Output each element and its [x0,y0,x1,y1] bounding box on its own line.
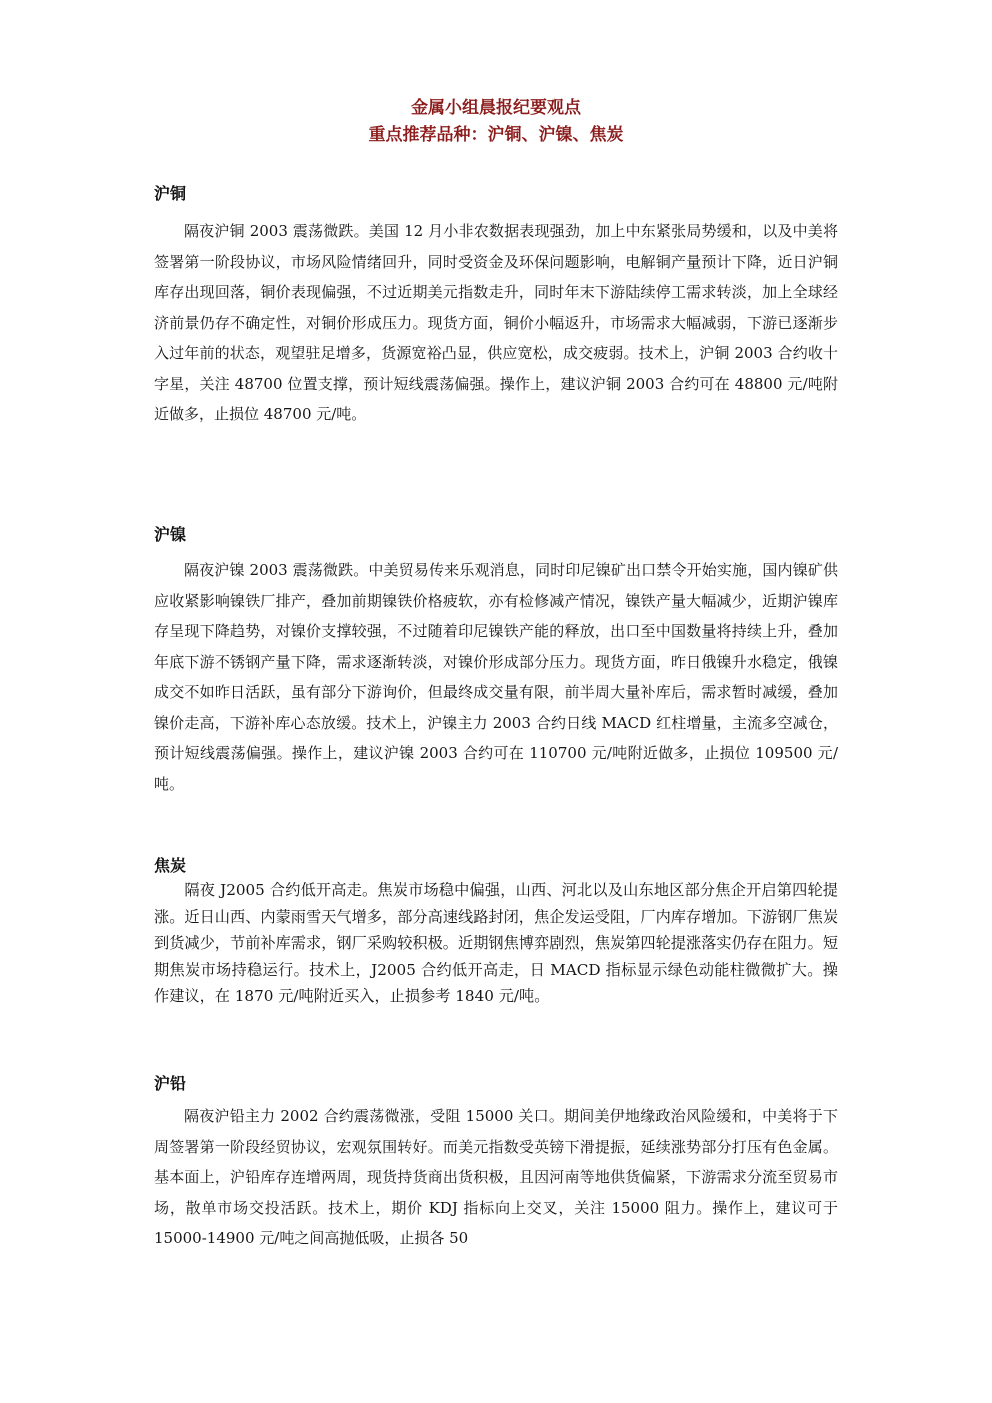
section-body-copper: 隔夜沪铜 2003 震荡微跌。美国 12 月小非农数据表现强劲，加上中东紧张局势缓和，以及中美将签署第一阶段协议，市场风险情绪回升，同时受资金及环保问题影响，电解铜产量预计下降，近日沪铜库存出现回落，铜价表现偏强，不过近期美元指数走升，同时年末下游陆续停工需求转淡，加上全球经济前景仍存不确定性，对铜价形成压力。现货方面，铜价小幅返升，市场需求大幅减弱，下游已逐渐步入过年前的状态，观望驻足增多，货源宽裕凸显，供应宽松，成交疲弱。技术上，沪铜 2003 合约收十字星，关注 48700 位置支撑，预计短线震荡偏强。操作上，建议沪铜 2003 合约可在 48800 元/吨附近做多，止损位 48700 元/吨。 [154,222,838,423]
section-heading-copper: 沪铜 [154,184,187,203]
report-subtitle: 重点推荐品种：沪铜、沪镍、焦炭 [368,125,624,145]
report-title: 金属小组晨报纪要观点 [411,98,581,118]
section-heading-lead: 沪铅 [154,1074,187,1093]
section-heading-nickel: 沪镍 [154,525,187,544]
section-body-nickel: 隔夜沪镍 2003 震荡微跌。中美贸易传来乐观消息，同时印尼镍矿出口禁令开始实施，国内镍矿供应收紧影响镍铁厂排产，叠加前期镍铁价格疲软，亦有检修减产情况，镍铁产量大幅减少，近期沪镍库存呈现下降趋势，对镍价支撑较强，不过随着印尼镍铁产能的释放，出口至中国数量将持续上升，叠加年底下游不锈钢产量下降，需求逐渐转淡，对镍价形成部分压力。现货方面，昨日俄镍升水稳定，俄镍成交不如昨日活跃，虽有部分下游询价，但最终成交量有限，前半周大量补库后，需求暂时减缓，叠加镍价走高，下游补库心态放缓。技术上，沪镍主力 2003 合约日线 MACD 红柱增量，主流多空减仓，预计短线震荡偏强。操作上，建议沪镍 2003 合约可在 110700 元/吨附近做多，止损位 109500 元/吨。 [154,561,838,793]
section-body-lead: 隔夜沪铅主力 2002 合约震荡微涨，受阻 15000 关口。期间美伊地缘政治风险缓和，中美将于下周签署第一阶段经贸协议，宏观氛围转好。而美元指数受英镑下滑提振，延续涨势部分打压有色金属。基本面上，沪铅库存连增两周，现货持货商出货积极，且因河南等地供货偏紧，下游需求分流至贸易市场，散单市场交投活跃。技术上，期价 KDJ 指标向上交叉，关注 15000 阻力。操作上，建议可于 15000-14900 元/吨之间高抛低吸，止损各 50 [154,1107,838,1247]
section-body-coke: 隔夜 J2005 合约低开高走。焦炭市场稳中偏强，山西、河北以及山东地区部分焦企开启第四轮提涨。近日山西、内蒙雨雪天气增多，部分高速线路封闭，焦企发运受阻，厂内库存增加。下游钢厂焦炭到货减少，节前补库需求，钢厂采购较积极。近期钢焦博弈剧烈，焦炭第四轮提涨落实仍存在阻力。短期焦炭市场持稳运行。技术上，J2005 合约低开高走，日 MACD 指标显示绿色动能柱微微扩大。操作建议，在 1870 元/吨附近买入，止损参考 1840 元/吨。 [154,881,838,1005]
section-heading-coke: 焦炭 [154,856,187,875]
